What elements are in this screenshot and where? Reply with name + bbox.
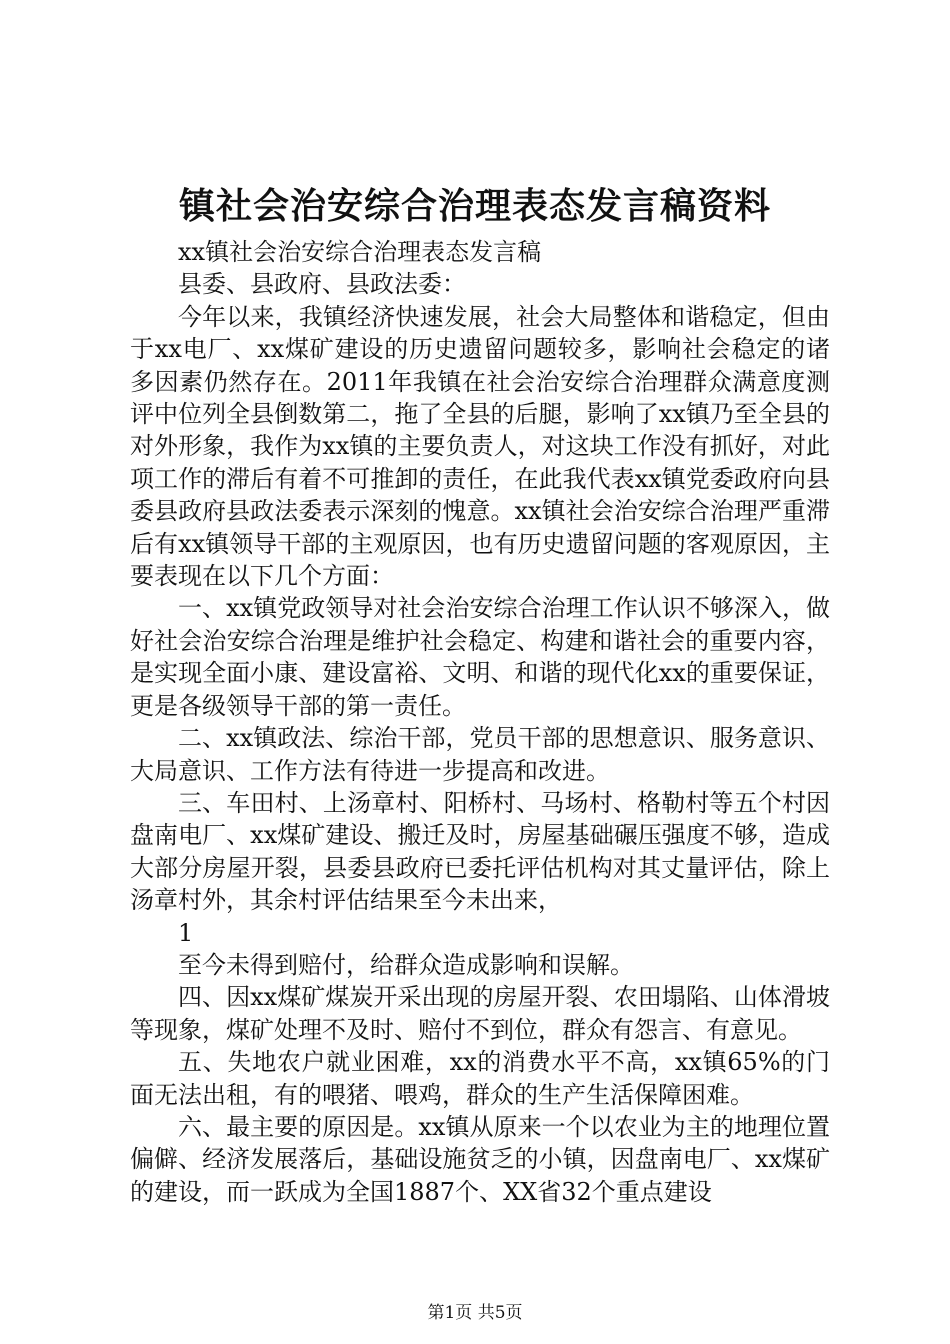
- paragraph-point-6: 六、最主要的原因是。xx镇从原来一个以农业为主的地理位置偏僻、经济发展落后，基础设施贫乏的小镇，因盘南电厂、xx煤矿的建设，而一跃成为全国1887个、XX省32个重点建设: [130, 1112, 830, 1206]
- paragraph-point-5: 五、失地农户就业困难，xx的消费水平不高，xx镇65%的门面无法出租，有的喂猪、喂鸡，群众的生产生活保障困难。: [130, 1048, 830, 1109]
- page-footer: 第1页 共5页: [427, 1303, 523, 1323]
- inline-page-number: 1: [178, 918, 194, 947]
- paragraph-point-2: 二、xx镇政法、综治干部，党员干部的思想意识、服务意识、大局意识、工作方法有待进一步提高和改进。: [130, 724, 830, 785]
- paragraph-point-3: 三、车田村、上汤章村、阳桥村、马场村、格勒村等五个村因盘南电厂、xx煤矿建设、搬迁及时，房屋基础碾压强度不够，造成大部分房屋开裂，县委县政府已委托评估机构对其丈量评估，除上汤章村外，其余村评估结果至今未出来，: [130, 788, 830, 915]
- paragraph-point-1: 一、xx镇党政领导对社会治安综合治理工作认识不够深入，做好社会治安综合治理是维护社会稳定、构建和谐社会的重要内容，是实现全面小康、建设富裕、文明、和谐的现代化xx的重要保证，更是各级领导干部的第一责任。: [130, 594, 830, 720]
- document-title: 镇社会治安综合治理表态发言稿资料: [178, 186, 771, 227]
- paragraph-subtitle: xx镇社会治安综合治理表态发言稿: [178, 238, 542, 266]
- paragraph-salutation: 县委、县政府、县政法委：: [178, 270, 466, 299]
- paragraph-continuation: 至今未得到赔付，给群众造成影响和误解。: [178, 950, 634, 979]
- paragraph-point-4: 四、因xx煤矿煤炭开采出现的房屋开裂、农田塌陷、山体滑坡等现象，煤矿处理不及时、赔付不到位，群众有怨言、有意见。: [130, 983, 830, 1044]
- document-body: [130, 236, 830, 1208]
- paragraph-intro: 今年以来，我镇经济快速发展，社会大局整体和谐稳定，但由于xx电厂、xx煤矿建设的历史遗留问题较多，影响社会稳定的诸多因素仍然存在。2011年我镇在社会治安综合治理群众满意度测评中位列全县倒数第二，拖了全县的后腿，影响了xx镇乃至全县的对外形象，我作为xx镇的主要负责人，对这块工作没有抓好，对此项工作的滞后有着不可推卸的责任，在此我代表xx镇党委政府向县委县政府县政法委表示深刻的愧意。xx镇社会治安综合治理严重滞后有xx镇领导干部的主观原因，也有历史遗留问题的客观原因，主要表现在以下几个方面：: [130, 302, 830, 591]
